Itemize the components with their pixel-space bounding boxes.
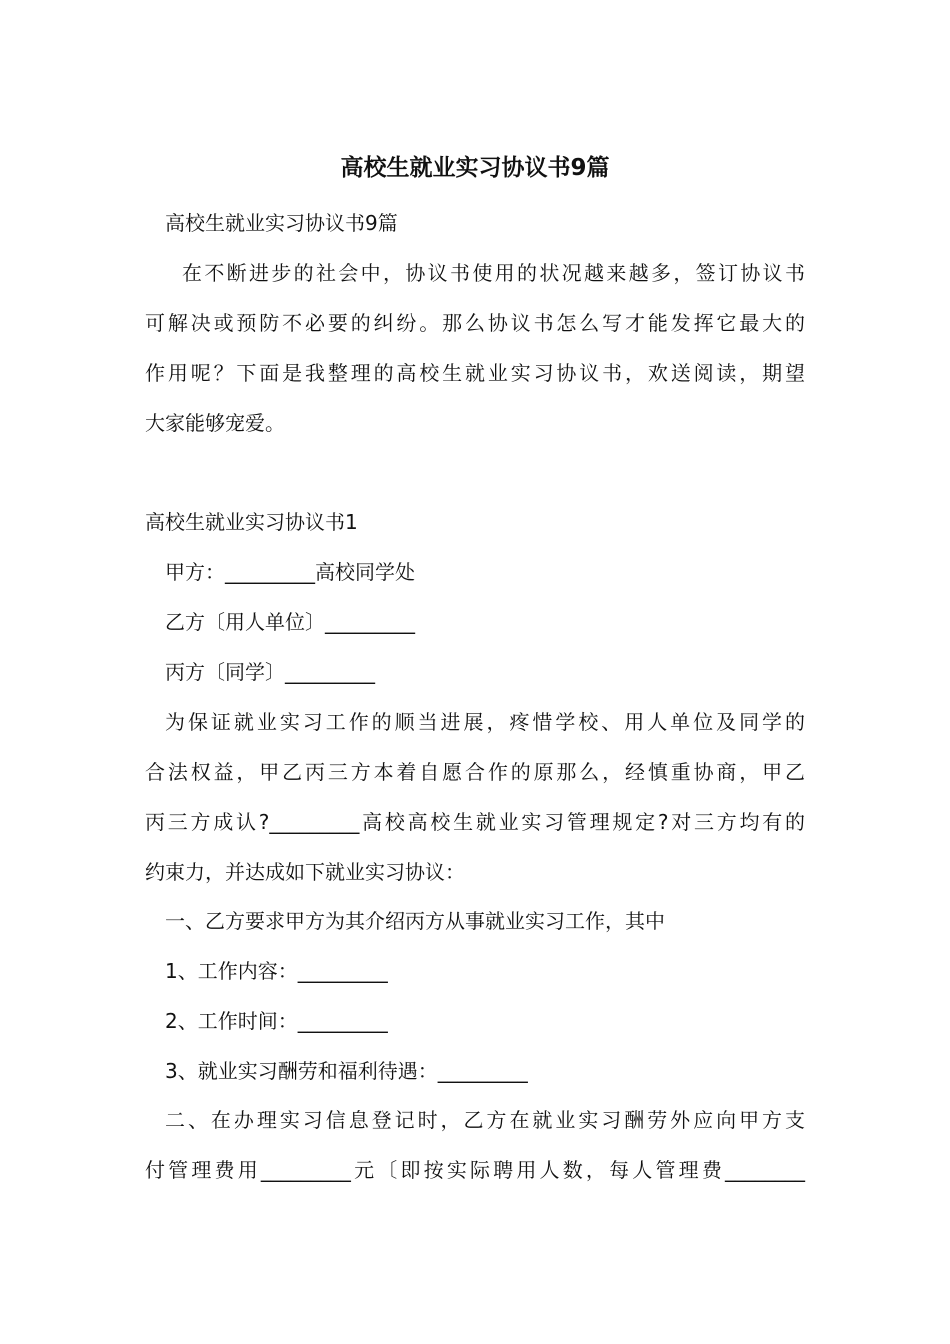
intro-line-1: 在不断进步的社会中，协议书使用的状况越来越多，签订协议书 <box>182 261 805 285</box>
party-b-line: 乙方〔用人单位〕_________ <box>165 610 415 634</box>
intro-line-2: 可解决或预防不必要的纠纷。那么协议书怎么写才能发挥它最大的 <box>145 311 805 335</box>
item-3-line: 3、就业实习酬劳和福利待遇：_________ <box>165 1059 528 1083</box>
intro-line-4: 大家能够宠爱。 <box>145 411 285 435</box>
document-subtitle: 高校生就业实习协议书9篇 <box>165 211 398 235</box>
section-heading: 高校生就业实习协议书1 <box>145 510 358 534</box>
preamble-line-4: 约束力，并达成如下就业实习协议： <box>145 860 465 884</box>
preamble-line-1: 为保证就业实习工作的顺当进展，疼惜学校、用人单位及同学的 <box>165 710 805 734</box>
clause-2-line-1: 二、在办理实习信息登记时，乙方在就业实习酬劳外应向甲方支 <box>165 1108 805 1132</box>
party-c-line: 丙方〔同学〕_________ <box>165 660 375 684</box>
clause-2-line-2: 付管理费用_________元〔即按实际聘用人数，每人管理费________ <box>145 1158 805 1182</box>
item-1-line: 1、工作内容：_________ <box>165 959 388 983</box>
party-a-line: 甲方：_________高校同学处 <box>165 560 415 584</box>
clause-1-line: 一、乙方要求甲方为其介绍丙方从事就业实习工作，其中 <box>165 909 665 933</box>
preamble-line-2: 合法权益，甲乙丙三方本着自愿合作的原那么，经慎重协商，甲乙 <box>145 760 805 784</box>
document-title: 高校生就业实习协议书9篇 <box>340 155 610 181</box>
intro-line-3: 作用呢？下面是我整理的高校生就业实习协议书，欢送阅读，期望 <box>145 361 805 385</box>
preamble-line-3: 丙三方成认?_________高校高校生就业实习管理规定?对三方均有的 <box>145 810 805 834</box>
item-2-line: 2、工作时间：_________ <box>165 1009 388 1033</box>
